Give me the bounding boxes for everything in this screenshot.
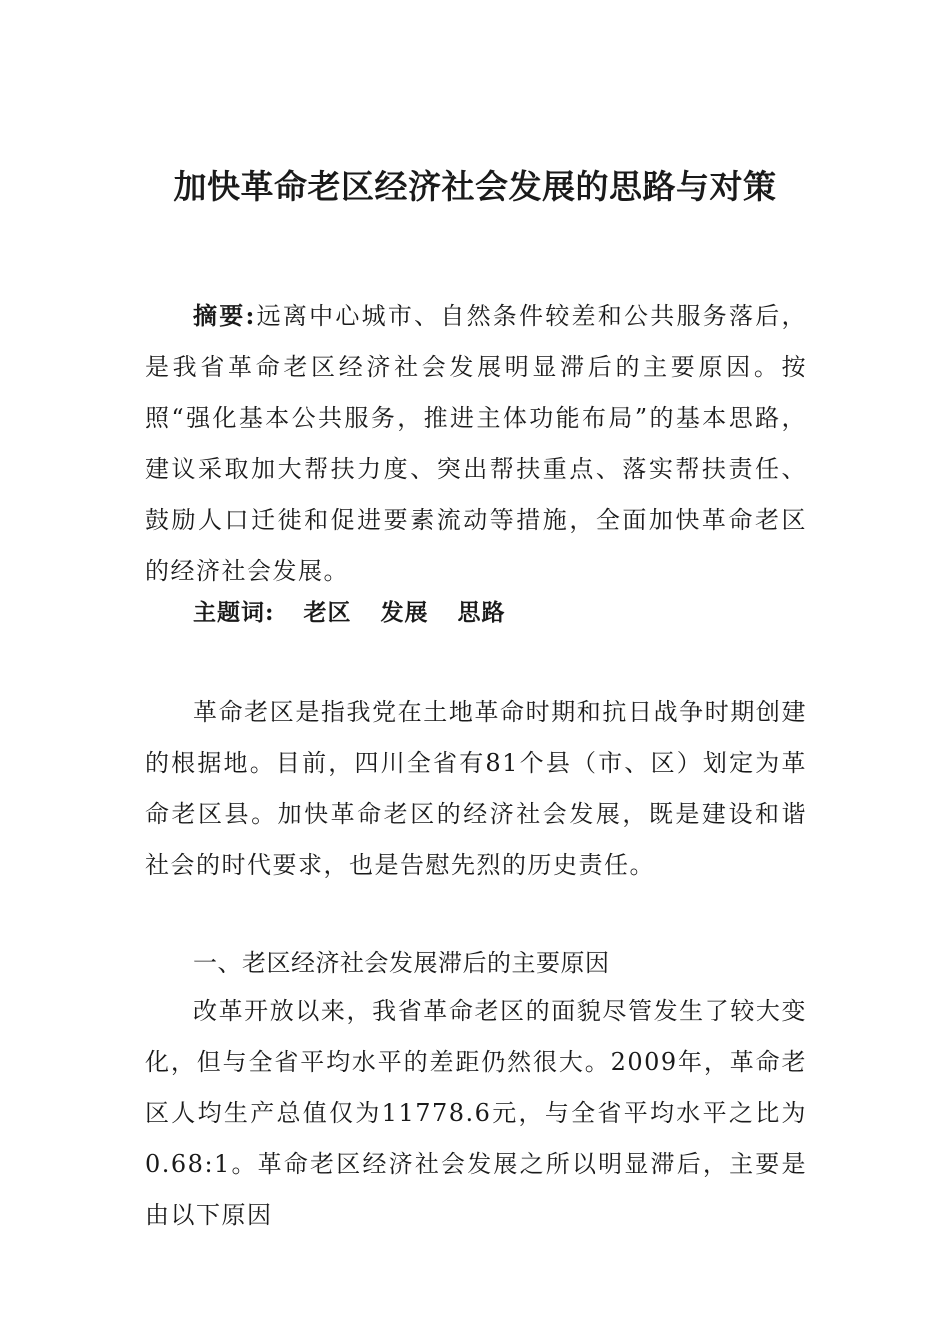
abstract-paragraph: [145, 290, 807, 597]
keywords-line: [193, 590, 526, 636]
keyword-term: 思路: [457, 599, 506, 626]
abstract-text: 远离中心城市、自然条件较差和公共服务落后，是我省革命老区经济社会发展明显滞后的主要原因。按照“强化基本公共服务，推进主体功能布局”的基本思路，建议采取加大帮扶力度、突出帮扶重点、落实帮扶责任、鼓励人口迁徙和促进要素流动等措施，全面加快革命老区的经济社会发展。: [145, 302, 808, 585]
abstract-label: 摘要:: [193, 301, 256, 330]
intro-paragraph: 革命老区是指我党在土地革命时期和抗日战争时期创建的根据地。目前，四川全省有81个县（市、区）划定为革命老区县。加快革命老区的经济社会发展，既是建设和谐社会的时代要求，也是告慰先烈的历史责任。: [145, 698, 807, 879]
keyword-term: 发展: [380, 599, 429, 626]
section-paragraph: 改革开放以来，我省革命老区的面貌尽管发生了较大变化，但与全省平均水平的差距仍然很大。2009年，革命老区人均生产总值仅为11778.6元，与全省平均水平之比为0.68:1。革命老区经济社会发展之所以明显滞后，主要是由以下原因: [145, 997, 807, 1229]
section-heading: 一、老区经济社会发展滞后的主要原因: [193, 949, 610, 977]
document-title: 加快革命老区经济社会发展的思路与对策: [173, 167, 777, 206]
keyword-term: 老区: [303, 599, 352, 626]
keywords-label: 主题词:: [193, 599, 275, 626]
